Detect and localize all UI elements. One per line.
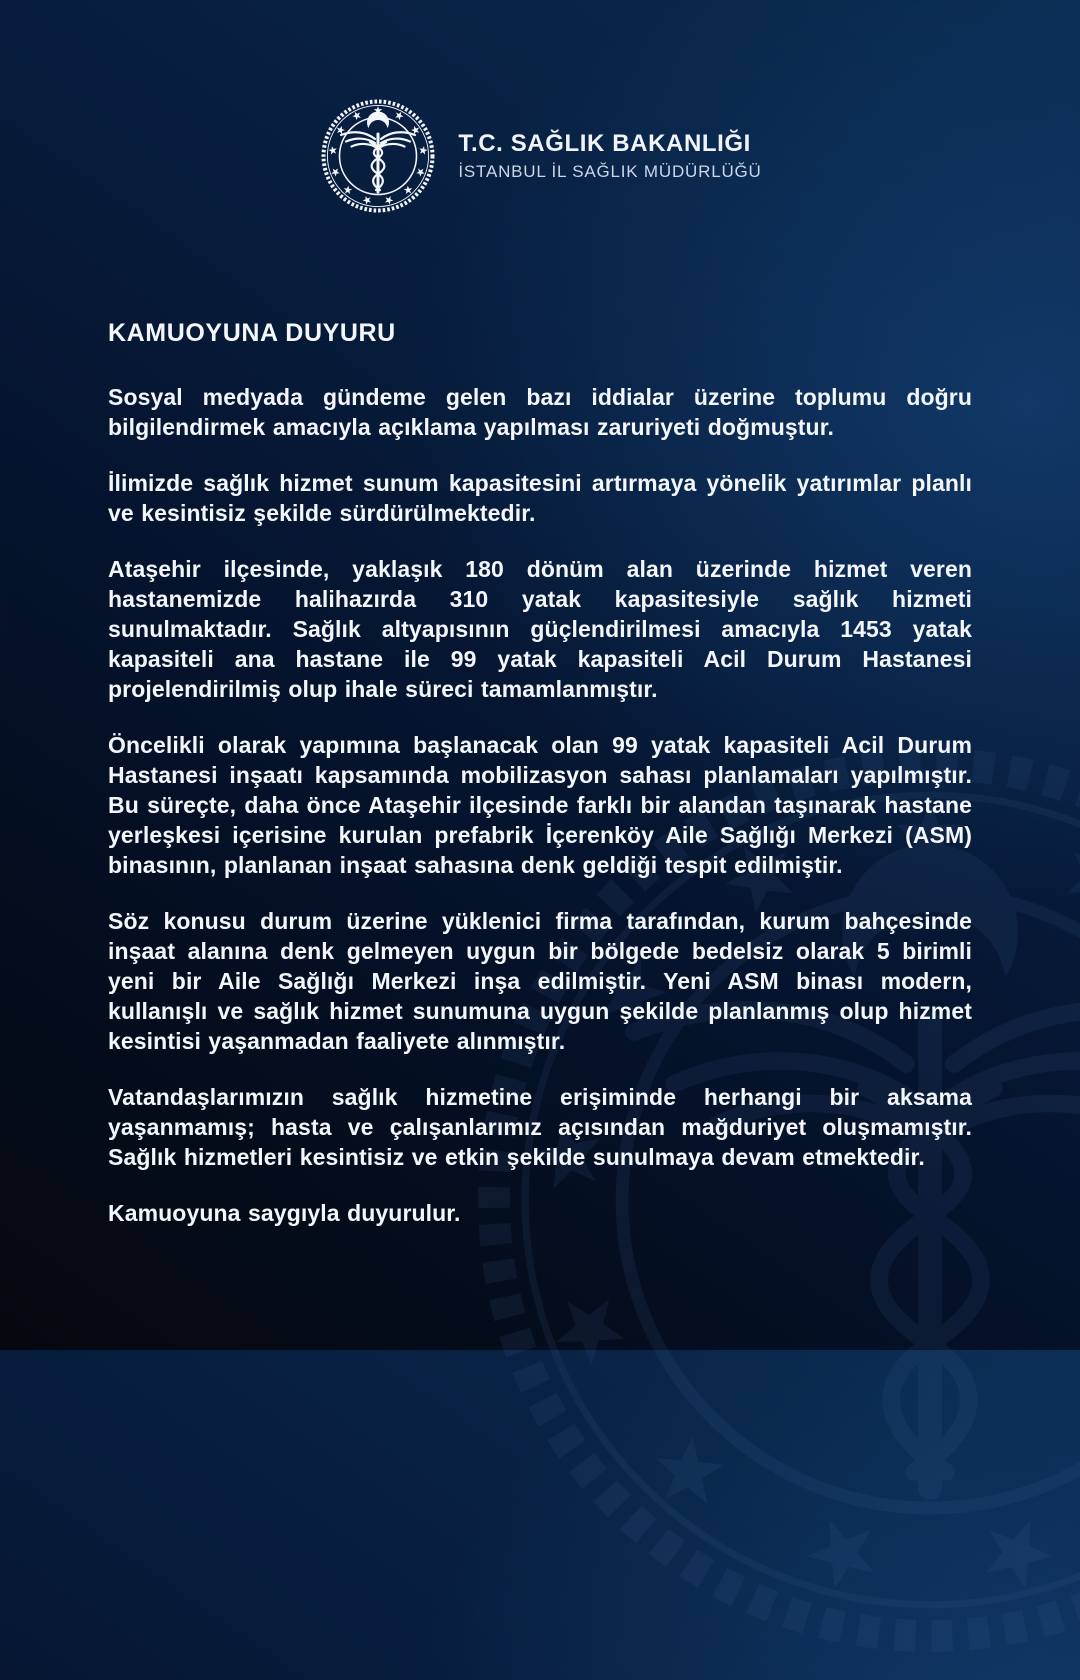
announcement-paragraph: Sosyal medyada gündeme gelen bazı iddialar üzerine toplumu doğru bilgilendirmek amacıyla açıklama yapılması zaruriyeti doğmuştur. (108, 384, 972, 440)
announcement-paragraph: Vatandaşlarımızın sağlık hizmetine erişiminde herhangi bir aksama yaşanmamış; hasta ve çalışanlarımız açısından mağduriyet oluşmamıştır. Sağlık hizmetleri kesintisiz ve etkin şekilde sunulmaya devam etmektedir. (108, 1084, 972, 1170)
announcement-paragraph: Söz konusu durum üzerine yüklenici firma tarafından, kurum bahçesinde inşaat alanına denk gelmeyen uygun bir bölgede bedelsiz olarak 5 birimli yeni bir Aile Sağlığı Merkezi inşa edilmiştir. Yeni ASM binası modern, kullanışlı ve sağlık hizmet sunumuna uygun şekilde planlanmış olup hizmet kesintisi yaşanmadan faaliyete alınmıştır. (108, 908, 972, 1054)
announcement-paragraph: İlimizde sağlık hizmet sunum kapasitesini artırmaya yönelik yatırımlar planlı ve kesintisiz şekilde sürdürülmektedir. (108, 470, 972, 526)
announcement-paragraph: Öncelikli olarak yapımına başlanacak olan 99 yatak kapasiteli Acil Durum Hastanesi inşaatı kapsamında mobilizasyon sahası planlamaları yapılmıştır. Bu süreçte, daha önce Ataşehir ilçesinde farklı bir alandan taşınarak hastane yerleşkesi içerisine kurulan prefabrik İçerenköy Aile Sağlığı Merkezi (ASM) binasının, planlanan inşaat sahasına denk geldiği tespit edilmiştir. (108, 732, 972, 878)
announcement-paragraph: Ataşehir ilçesinde, yaklaşık 180 dönüm alan üzerinde hizmet veren hastanemizde halihazırda 310 yatak kapasitesiyle sağlık hizmeti sunulmaktadır. Sağlık altyapısının güçlendirilmesi amacıyla 1453 yatak kapasiteli ana hastane ile 99 yatak kapasiteli Acil Durum Hastanesi projelendirilmiş olup ihale süreci tamamlanmıştır. (108, 556, 972, 702)
header (0, 96, 1080, 216)
org-title: T.C. SAĞLIK BAKANLIĞI (458, 129, 751, 157)
org-wordmark (458, 129, 761, 184)
closing-line: Kamuoyuna saygıyla duyurulur. (108, 1200, 461, 1226)
org-subtitle: İSTANBUL İL SAĞLIK MÜDÜRLÜĞÜ (458, 161, 762, 181)
announcement-body (108, 318, 972, 1228)
ministry-emblem-icon (318, 96, 438, 216)
announcement-title: KAMUOYUNA DUYURU (108, 319, 396, 347)
